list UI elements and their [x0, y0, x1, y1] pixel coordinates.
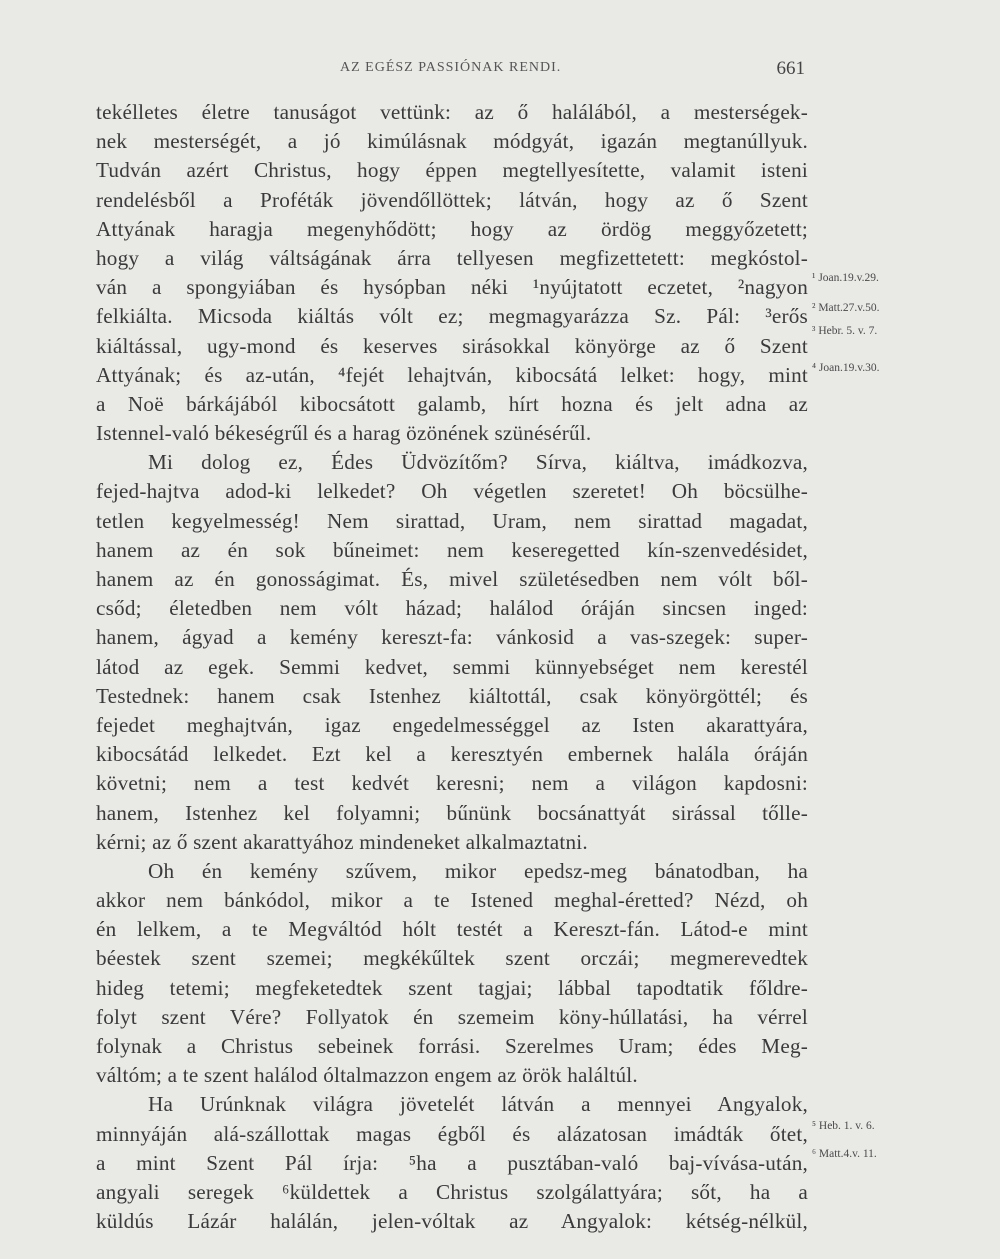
text-line: kiáltással, ugy-mond és keserves sirásokkal könyörge az ő Szent [96, 333, 808, 358]
text-line: váltóm; a te szent halálod óltalmazzon engem az örök haláltúl. [96, 1063, 638, 1088]
text-line: fejed-hajtva adod-ki lelkedet? Oh végetlen szeretet! Oh böcsülhe- [96, 479, 808, 504]
margin-note: ⁴ Joan.19.v.30. [812, 362, 880, 374]
page-header [0, 58, 1000, 84]
text-line: hogy a világ váltságának árra tellyesen megfizettetett: megkóstol- [96, 245, 808, 270]
text-line: a mint Szent Pál írja: ⁵ha a pusztában-való baj-vívása-után, [96, 1150, 808, 1175]
text-line: akkor nem bánkódol, mikor a te Istened meghal-éretted? Nézd, oh [96, 888, 808, 913]
text-line: Testednek: hanem csak Istenhez kiáltottál, csak könyörgöttél; és [96, 683, 808, 708]
text-line: Oh én kemény szűvem, mikor epedsz-meg bánatodban, ha [148, 858, 808, 883]
text-line: Attyának haragja megenyhődött; hogy az ördög meggyőzetett; [96, 216, 808, 241]
text-line: felkiálta. Micsoda kiáltás vólt ez; megmagyarázza Sz. Pál: ³erős [96, 304, 808, 329]
text-line: látod az egek. Semmi kedvet, semmi künnyebséget nem kerestél [96, 654, 808, 679]
text-line: Ha Urúnknak világra jövetelét látván a mennyei Angyalok, [148, 1092, 808, 1117]
text-line: folyt szent Vére? Follyatok én szemeim köny-húllatási, ha vérrel [96, 1004, 808, 1029]
text-line: a Noë bárkájából kibocsátott galamb, hírt hozna és jelt adna az [96, 391, 808, 416]
text-line: nek mesterségét, a jó kimúlásnak módgyát, igazán megtanúllyuk. [96, 129, 808, 154]
text-line: küldús Lázár halálán, jelen-vóltak az Angyalok: kétség-nélkül, [96, 1209, 808, 1234]
text-line: hideg tetemi; megfeketedtek szent tagjai; lábbal tapodtatik főldre- [96, 975, 808, 1000]
text-line: kibocsátád lelkedet. Ezt kel a keresztyén embernek halála óráján [96, 742, 808, 767]
margin-note: ³ Hebr. 5. v. 7. [812, 325, 878, 337]
text-line: hanem az én gonosságimat. És, mivel születésedben nem vólt ből- [96, 567, 808, 591]
text-line: béestek szent szemei; megkékűltek szent orczái; megmerevedtek [96, 946, 808, 971]
text-line: csőd; életedben nem vólt házad; halálod óráján sincsen inged: [96, 596, 808, 621]
text-line: fejedet meghajtván, igaz engedelmességgel az Isten akarattyára, [96, 712, 808, 737]
text-line: Mi dolog ez, Édes Üdvözítőm? Sírva, kiáltva, imádkozva, [148, 450, 808, 475]
text-line: angyali seregek ⁶küldettek a Christus szolgálattyára; sőt, ha a [96, 1179, 808, 1204]
text-line: kérni; az ő szent akarattyához mindeneket alkalmaztatni. [96, 829, 588, 854]
text-line: tekélletes életre tanuságot vettünk: az ő halálából, a mesterségek- [96, 100, 808, 124]
text-line: hanem, ágyad a kemény kereszt-fa: vánkosid a vas-szegek: super- [96, 625, 808, 650]
text-line: tetlen kegyelmesség! Nem sirattad, Uram, nem sirattad magadat, [96, 508, 808, 533]
text-line: hanem, Istenhez kel folyamni; bűnünk bocsánattyát sirással tőlle- [96, 800, 808, 825]
text-line: folynak a Christus sebeinek forrási. Szerelmes Uram; édes Meg- [96, 1034, 808, 1058]
body-text [96, 98, 808, 1236]
text-line: én lelkem, a te Megváltód hólt testét a Kereszt-fán. Látod-e mint [96, 917, 808, 942]
margin-note: ⁶ Matt.4.v. 11. [812, 1148, 877, 1160]
text-line: követni; nem a test kedvét keresni; nem a világon kapdosni: [96, 771, 808, 796]
text-line: Tudván azért Christus, hogy éppen megtellyesítette, valamit isteni [96, 158, 808, 183]
margin-note: ⁵ Heb. 1. v. 6. [812, 1120, 875, 1132]
text-line: ván a spongyiában és hysópban néki ¹nyújtatott eczetet, ²nagyon [96, 275, 808, 300]
text-line: Istennel-való békeségrűl és a harag özönének szünésérűl. [96, 421, 592, 446]
text-line: Attyának; és az-után, ⁴fejét lehajtván, kibocsátá lelket: hogy, mint [96, 362, 808, 387]
margin-note: ² Matt.27.v.50. [812, 302, 880, 314]
text-line: hanem az én sok bűneimet: nem keseregetted kín-szenvedésidet, [96, 537, 808, 562]
margin-note: ¹ Joan.19.v.29. [812, 272, 879, 284]
page-number: 661 [776, 58, 805, 79]
text-line: rendelésből a Proféták jövendőllöttek; látván, hogy az ő Szent [96, 187, 808, 212]
running-head: AZ EGÉSZ PASSIÓNAK RENDI. [340, 60, 562, 75]
text-line: minnyáján alá-szállottak magas égből és alázatosan imádták őtet, [96, 1121, 808, 1146]
